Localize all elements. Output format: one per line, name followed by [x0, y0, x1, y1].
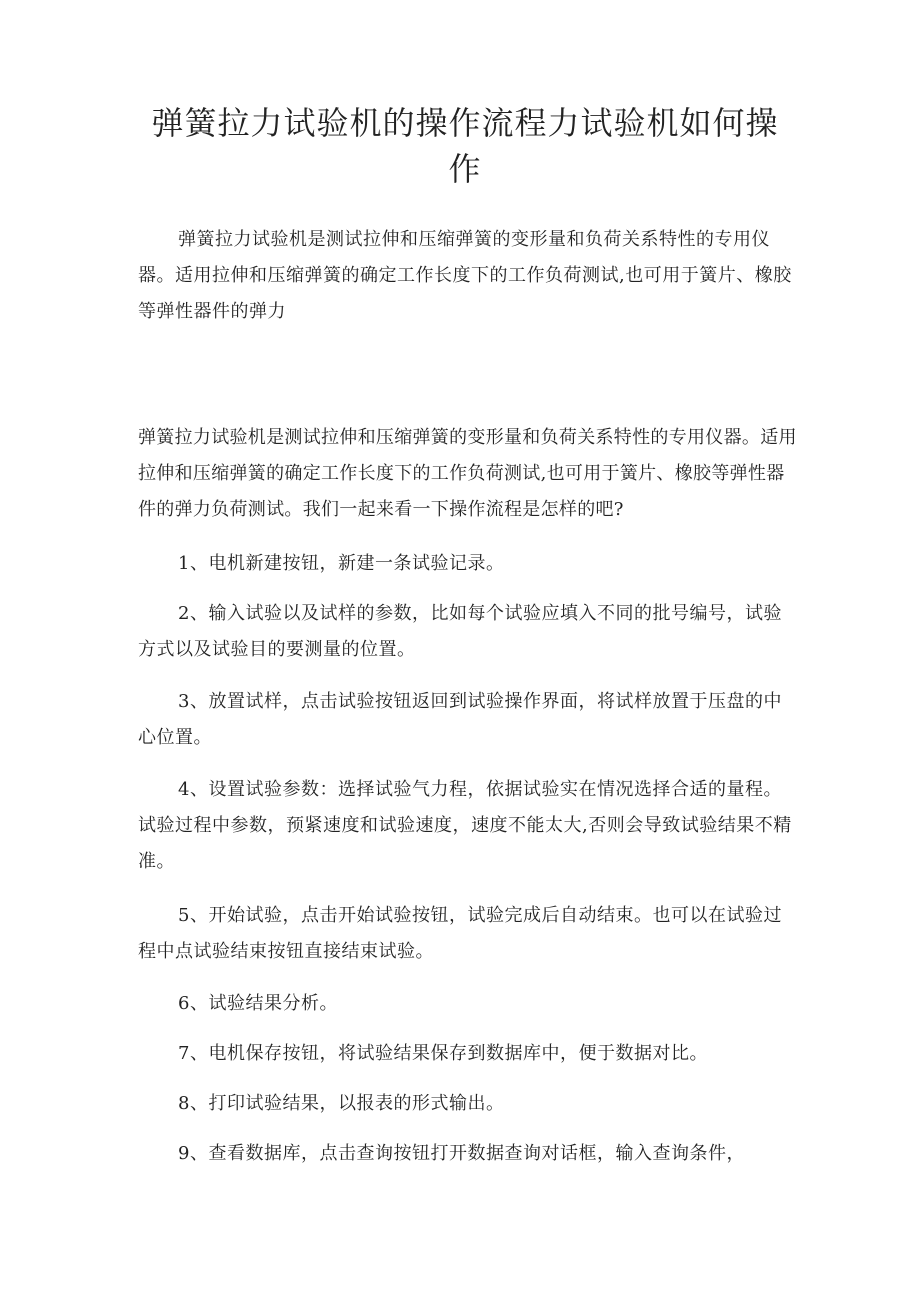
step-5: 5、开始试验，点击开始试验按钮，试验完成后自动结束。也可以在试验过程中点试验结束按钮直接结束试验。: [138, 905, 782, 962]
abstract-paragraph: 弹簧拉力试验机是测试拉伸和压缩弹簧的变形量和负荷关系特性的专用仪器。适用拉伸和压缩弹簧的确定工作长度下的工作负荷测试,也可用于簧片、橡胶等弹性器件的弹力: [138, 229, 792, 322]
step-3: 3、放置试样，点击试验按钮返回到试验操作界面，将试样放置于压盘的中心位置。: [138, 691, 782, 748]
document-title: 弹簧拉力试验机的操作流程力试验机如何操作: [151, 104, 779, 188]
step-7: 7、电机保存按钮，将试验结果保存到数据库中，便于数据对比。: [178, 1043, 708, 1064]
intro-paragraph: 弹簧拉力试验机是测试拉伸和压缩弹簧的变形量和负荷关系特性的专用仪器。适用拉伸和压缩弹簧的确定工作长度下的工作负荷测试,也可用于簧片、橡胶等弹性器件的弹力负荷测试。我们一起来看一下操作流程是怎样的吧?: [138, 427, 797, 520]
step-4: 4、设置试验参数：选择试验气力程，依据试验实在情况选择合适的量程。试验过程中参数，预紧速度和试验速度，速度不能太大,否则会导致试验结果不精准。: [138, 779, 792, 872]
step-9: 9、查看数据库，点击查询按钮打开数据查询对话框，输入查询条件，: [178, 1143, 745, 1164]
step-8: 8、打印试验结果，以报表的形式输出。: [178, 1093, 505, 1114]
step-1: 1、电机新建按钮，新建一条试验记录。: [178, 553, 505, 574]
step-6: 6、试验结果分析。: [178, 993, 338, 1014]
step-2: 2、输入试验以及试样的参数，比如每个试验应填入不同的批号编号，试验方式以及试验目的要测量的位置。: [138, 603, 782, 660]
